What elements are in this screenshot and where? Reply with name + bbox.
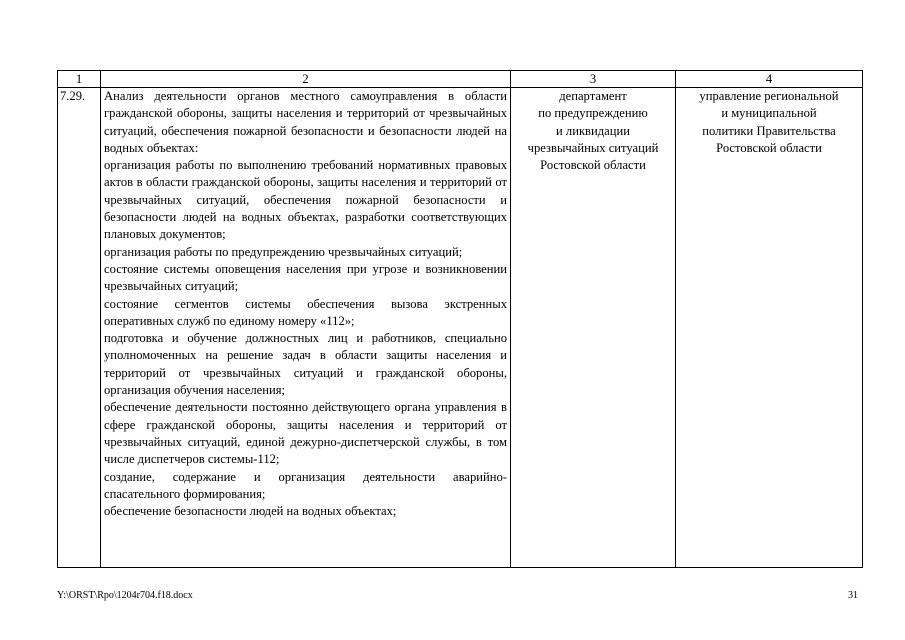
responsible-department — [511, 88, 676, 568]
description-paragraph: обеспечение деятельности постоянно действующего органа управления в сфере гражданской обороны, защиты населения и территорий от чрезвычайных ситуаций, единой дежурно-диспетчерской службы, в том числе диспетчеров системы-112; — [104, 400, 507, 467]
description-paragraph: подготовка и обучение должностных лиц и работников, специально уполномоченных на решение задач в области защиты населения и территорий от чрезвычайных ситуаций и гражданской обороны, организация обучения населения; — [104, 331, 507, 398]
description-paragraph: организация работы по выполнению требований нормативных правовых актов в области гражданской обороны, защиты населения и территорий от чрезвычайных ситуаций, обеспечения пожарной безопасности и безопасности людей на водных объектах, разработки соответствующих плановых документов; — [104, 158, 507, 242]
co-executor-line: политики Правительства — [702, 123, 836, 138]
co-executor-line: Ростовской области — [716, 140, 822, 155]
co-executor-line: управление региональной — [699, 89, 839, 103]
header-col-2: 2 — [101, 71, 511, 88]
department-line: Ростовской области — [540, 158, 646, 173]
description-paragraph: обеспечение безопасности людей на водных объектах; — [104, 504, 397, 519]
document-table — [57, 70, 863, 568]
description-paragraph: создание, содержание и организация деятельности аварийно-спасательного формирования; — [104, 469, 507, 501]
table-row — [58, 88, 863, 568]
header-col-4: 4 — [676, 71, 863, 88]
co-executor-line: и муниципальной — [721, 106, 817, 121]
footer-file-path: Y:\ORST\Rpo\1204r704.f18.docx — [57, 590, 193, 601]
row-description — [101, 88, 511, 568]
department-line: чрезвычайных ситуаций — [527, 140, 659, 155]
row-number: 7.29. — [58, 88, 101, 568]
description-paragraph: Анализ деятельности органов местного самоуправления в области гражданской обороны, защиты населения и территорий от чрезвычайных ситуаций, обеспечения пожарной безопасности и безопасности людей на водных объектах: — [104, 89, 507, 155]
department-line: по предупреждению — [538, 106, 648, 121]
footer-page-number: 31 — [848, 590, 858, 601]
department-line: и ликвидации — [556, 123, 630, 138]
header-col-3: 3 — [511, 71, 676, 88]
description-paragraph: состояние системы оповещения населения при угрозе и возникновении чрезвычайных ситуаций; — [104, 261, 507, 294]
header-row — [58, 71, 863, 88]
description-paragraph: организация работы по предупреждению чрезвычайных ситуаций; — [104, 244, 463, 259]
co-executor — [676, 88, 863, 568]
description-paragraph: состояние сегментов системы обеспечения вызова экстренных оперативных служб по единому номеру «112»; — [104, 296, 507, 328]
header-col-1: 1 — [58, 71, 101, 88]
department-line: департамент — [559, 89, 627, 103]
